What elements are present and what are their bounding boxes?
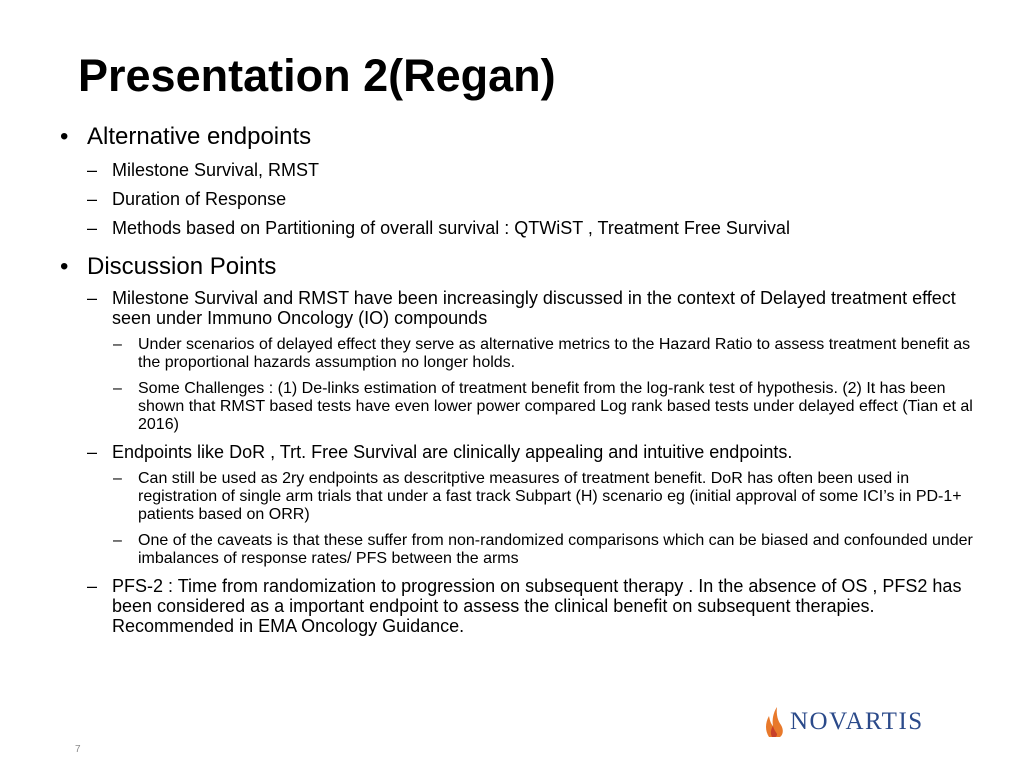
list-item <box>60 288 980 328</box>
list-item <box>60 160 980 180</box>
section-heading: Discussion Points <box>87 253 277 280</box>
list-item <box>60 576 980 636</box>
sub-list-item-text: Can still be used as 2ry endpoints as descritptive measures of treatment benefit. DoR has often been used in registration of single arm trials that under a fast track Subpart (H) scenario eg (initial approval of some ICI’s in PD-1+ patients based on ORR) <box>138 470 962 523</box>
novartis-logo <box>764 702 924 742</box>
list-item-text: Milestone Survival, RMST <box>112 160 320 180</box>
dash-icon: – <box>113 380 122 397</box>
bullet-icon: • <box>60 123 69 150</box>
list-item-text: Milestone Survival and RMST have been increasingly discussed in the context of Delayed treatment effect seen under Immuno Oncology (IO) compounds <box>112 288 956 328</box>
dash-icon: – <box>87 189 98 209</box>
sub-list-item-text: Under scenarios of delayed effect they serve as alternative metrics to the Hazard Ratio to assess treatment benefit as the proportional hazards assumption no longer holds. <box>138 336 971 371</box>
dash-icon: – <box>113 336 122 353</box>
list-item <box>60 442 980 462</box>
dash-icon: – <box>87 218 98 238</box>
novartis-wordmark: NOVARTIS <box>790 708 924 735</box>
slide-content <box>60 122 980 636</box>
bullet-section <box>60 122 980 152</box>
bullet-icon: • <box>60 253 69 280</box>
dash-icon: – <box>113 470 122 487</box>
sub-list-item-text: Some Challenges : (1) De-links estimation of treatment benefit from the log-rank test of hypothesis. (2) It has been shown that RMST based tests have even lower power compared Log rank based tests under delayed effect (Tian et al 2016) <box>138 380 973 433</box>
dash-icon: – <box>87 288 98 308</box>
list-item <box>60 218 980 238</box>
dash-icon: – <box>87 442 98 462</box>
slide-title: Presentation 2(Regan) <box>78 50 556 101</box>
list-item-text: Methods based on Partitioning of overall survival : QTWiST , Treatment Free Survival <box>112 218 790 238</box>
list-item-text: PFS-2 : Time from randomization to progression on subsequent therapy . In the absence of OS , PFS2 has been considered as a important endpoint to assess the clinical benefit on subsequent therapies. Recommended in EMA Oncology Guidance. <box>112 576 962 636</box>
dash-icon: – <box>87 160 98 180</box>
sub-list-item <box>60 380 980 434</box>
page-number: 7 <box>75 744 81 755</box>
dash-icon: – <box>87 576 98 596</box>
section-heading: Alternative endpoints <box>87 123 312 150</box>
sub-list-item <box>60 470 980 524</box>
list-item-text: Endpoints like DoR , Trt. Free Survival are clinically appealing and intuitive endpoints. <box>112 442 793 462</box>
dash-icon: – <box>113 532 122 549</box>
sub-list-item <box>60 336 980 372</box>
list-item-text: Duration of Response <box>112 189 287 209</box>
list-item <box>60 189 980 209</box>
novartis-flame-icon <box>764 705 786 739</box>
sub-list-item-text: One of the caveats is that these suffer from non-randomized comparisons which can be biased and confounded under imbalances of response rates/ PFS between the arms <box>138 532 973 567</box>
bullet-section <box>60 252 980 282</box>
sub-list-item <box>60 532 980 568</box>
